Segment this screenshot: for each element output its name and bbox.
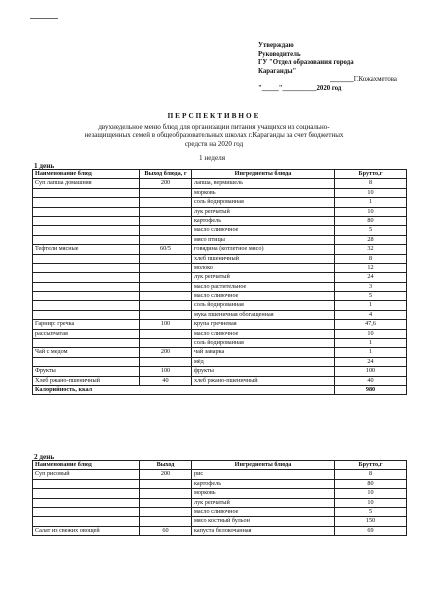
menu-table-day2 xyxy=(32,460,407,536)
menu-table-day1 xyxy=(32,169,407,395)
cell-gross: 24 xyxy=(335,357,407,366)
cell-ingredient: чай заварка xyxy=(192,348,335,357)
col-ingredients: Ингредиенты блюда xyxy=(192,461,335,470)
cell-dish xyxy=(33,273,140,282)
cell-ingredient: соль йодированная xyxy=(192,339,335,348)
total-row xyxy=(33,385,407,394)
table-body xyxy=(33,470,407,536)
cell-gross: 100 xyxy=(335,367,407,376)
approval-line: Утверждаю xyxy=(258,42,294,49)
table-row xyxy=(33,329,407,338)
cell-dish xyxy=(33,507,140,516)
cell-ingredient: лук репчатый xyxy=(192,498,335,507)
cell-gross: 8 xyxy=(335,470,407,479)
cell-output: 40 xyxy=(140,376,192,385)
cell-output xyxy=(140,207,192,216)
cell-ingredient: рис xyxy=(192,470,335,479)
cell-dish xyxy=(33,263,140,272)
cell-gross: 12 xyxy=(335,263,407,272)
cell-ingredient: масло сливочное xyxy=(192,329,335,338)
cell-ingredient: масло сливочное xyxy=(192,507,335,516)
cell-output: 100 xyxy=(140,320,192,329)
cell-gross: 32 xyxy=(335,245,407,254)
cell-dish xyxy=(33,282,140,291)
cell-ingredient: лук репчатый xyxy=(192,273,335,282)
cell-output xyxy=(140,292,192,301)
table-row xyxy=(33,470,407,479)
cell-gross: 150 xyxy=(335,517,407,526)
cell-ingredient: молоко xyxy=(192,263,335,272)
cell-dish xyxy=(33,207,140,216)
cell-output: 60/5 xyxy=(140,245,192,254)
table-row xyxy=(33,339,407,348)
cell-dish xyxy=(33,226,140,235)
cell-dish xyxy=(33,310,140,319)
approval-block xyxy=(258,42,418,94)
cell-dish: Фрукты xyxy=(33,367,140,376)
cell-ingredient: капуста белокочанная xyxy=(192,526,335,535)
day-label: 2 день xyxy=(34,453,55,461)
title-line: средств на 2020 год xyxy=(184,139,244,148)
table-row xyxy=(33,376,407,385)
cell-dish: Салат из свежих овощей xyxy=(33,526,140,535)
cell-gross: 28 xyxy=(335,235,407,244)
col-output: Выход xyxy=(140,461,192,470)
table-body xyxy=(33,179,407,395)
cell-gross: 40 xyxy=(335,376,407,385)
cell-dish: Суп рисовый xyxy=(33,470,140,479)
cell-dish xyxy=(33,479,140,488)
cell-output xyxy=(140,329,192,338)
cell-dish: Хлеб ржано-пшеничный xyxy=(33,376,140,385)
cell-output xyxy=(140,188,192,197)
cell-dish xyxy=(33,357,140,366)
cell-gross: 80 xyxy=(335,216,407,225)
cell-ingredient: масло сливочное xyxy=(192,226,335,235)
cell-ingredient: говядина (котлетное мясо) xyxy=(192,245,335,254)
cell-ingredient: фрукты xyxy=(192,367,335,376)
table-row xyxy=(33,357,407,366)
cell-ingredient: мёд xyxy=(192,357,335,366)
table-row xyxy=(33,179,407,188)
cell-gross: 4 xyxy=(335,310,407,319)
cell-ingredient: хлеб пшеничный xyxy=(192,254,335,263)
cell-dish: Гарнир: гречка xyxy=(33,320,140,329)
cell-gross: 1 xyxy=(335,198,407,207)
total-label: Калорийность, ккал xyxy=(33,385,335,394)
approval-line: ГУ "Отдел образования города xyxy=(258,59,354,67)
cell-output xyxy=(140,301,192,310)
cell-gross: 10 xyxy=(335,329,407,338)
cell-dish: Чай с медом xyxy=(33,348,140,357)
cell-ingredient: морковь xyxy=(192,489,335,498)
approval-line: _______Г.Кожахметова xyxy=(330,76,397,84)
cell-ingredient: соль йодированная xyxy=(192,198,335,207)
cell-gross: 10 xyxy=(335,188,407,197)
cell-ingredient: картофель xyxy=(192,216,335,225)
title-line: двухнедельное меню блюд для организации питания учащихся из социально- xyxy=(98,122,330,131)
cell-dish xyxy=(33,235,140,244)
cell-ingredient: картофель xyxy=(192,479,335,488)
table-row xyxy=(33,292,407,301)
cell-gross: 5 xyxy=(335,507,407,516)
table-row xyxy=(33,517,407,526)
cell-output: 200 xyxy=(140,470,192,479)
cell-gross: 24 xyxy=(335,273,407,282)
cell-output: 200 xyxy=(140,179,192,188)
approval-line: Караганды" xyxy=(258,67,297,75)
cell-dish: Суп лапша домашняя xyxy=(33,179,140,188)
cell-ingredient: мясо птицы xyxy=(192,235,335,244)
cell-dish xyxy=(33,489,140,498)
top-rule xyxy=(30,18,58,19)
cell-ingredient: морковь xyxy=(192,188,335,197)
cell-gross: 8 xyxy=(335,179,407,188)
approval-line: Руководитель xyxy=(258,50,301,58)
col-ingredients: Ингредиенты блюда xyxy=(192,170,335,179)
cell-ingredient: хлеб ржано-пшеничный xyxy=(192,376,335,385)
cell-ingredient: лук репчатый xyxy=(192,207,335,216)
cell-gross: 10 xyxy=(335,489,407,498)
week-label: 1 неделя xyxy=(198,154,226,162)
cell-ingredient: масло растительное xyxy=(192,282,335,291)
total-value: 980 xyxy=(335,385,407,394)
cell-ingredient: лапша, вермишель xyxy=(192,179,335,188)
table-row xyxy=(33,263,407,272)
cell-output xyxy=(140,254,192,263)
cell-output xyxy=(140,198,192,207)
cell-gross: 5 xyxy=(335,292,407,301)
cell-dish xyxy=(33,498,140,507)
table-row xyxy=(33,498,407,507)
cell-gross: 8 xyxy=(335,254,407,263)
cell-output: 60 xyxy=(140,526,192,535)
title-line: незащищенных семей в общеобразовательных школах г.Караганды за счет бюджетных xyxy=(84,131,344,140)
table-row xyxy=(33,367,407,376)
cell-output xyxy=(140,226,192,235)
cell-dish xyxy=(33,198,140,207)
cell-output: 200 xyxy=(140,348,192,357)
table-row xyxy=(33,507,407,516)
col-dish: Наименование блюд xyxy=(33,170,140,179)
cell-dish xyxy=(33,254,140,263)
cell-output xyxy=(140,498,192,507)
cell-output xyxy=(140,273,192,282)
table-row xyxy=(33,235,407,244)
title-heading: ПЕРСПЕКТИВНОЕ xyxy=(167,112,261,120)
cell-output xyxy=(140,507,192,516)
cell-output xyxy=(140,235,192,244)
cell-gross: 10 xyxy=(335,498,407,507)
cell-ingredient: соль йодированная xyxy=(192,301,335,310)
cell-dish xyxy=(33,216,140,225)
table-row xyxy=(33,207,407,216)
approval-name: Г.Кожахметова xyxy=(353,76,397,84)
cell-dish xyxy=(33,517,140,526)
cell-output xyxy=(140,517,192,526)
cell-gross: 5 xyxy=(335,226,407,235)
cell-output: 100 xyxy=(140,367,192,376)
document-title xyxy=(14,112,414,148)
cell-dish xyxy=(33,292,140,301)
col-dish: Наименование блюд xyxy=(33,461,140,470)
table-row xyxy=(33,348,407,357)
table-row xyxy=(33,273,407,282)
cell-gross: 1 xyxy=(335,301,407,310)
cell-ingredient: масло сливочное xyxy=(192,292,335,301)
cell-gross: 1 xyxy=(335,348,407,357)
cell-dish: рассыпчатая xyxy=(33,329,140,338)
cell-gross: 3 xyxy=(335,282,407,291)
col-gross: Брутто,г xyxy=(335,461,407,470)
table-row xyxy=(33,188,407,197)
cell-output xyxy=(140,216,192,225)
cell-output xyxy=(140,263,192,272)
table-row xyxy=(33,479,407,488)
table-row xyxy=(33,489,407,498)
cell-output xyxy=(140,339,192,348)
table-row xyxy=(33,301,407,310)
table-row xyxy=(33,198,407,207)
approval-date: "_____"__________2020 год xyxy=(258,84,342,92)
cell-dish xyxy=(33,339,140,348)
table-row xyxy=(33,282,407,291)
day-label: 1 день xyxy=(34,162,55,170)
cell-ingredient: крупа гречневая xyxy=(192,320,335,329)
table-row xyxy=(33,254,407,263)
table-row xyxy=(33,320,407,329)
col-gross: Брутто,г xyxy=(335,170,407,179)
table-row xyxy=(33,245,407,254)
table-row xyxy=(33,226,407,235)
cell-output xyxy=(140,282,192,291)
cell-gross: 47,6 xyxy=(335,320,407,329)
cell-output xyxy=(140,489,192,498)
cell-dish: Тефтели мясные xyxy=(33,245,140,254)
cell-gross: 1 xyxy=(335,339,407,348)
table-row xyxy=(33,526,407,535)
cell-gross: 69 xyxy=(335,526,407,535)
cell-ingredient: мясо костный бульон xyxy=(192,517,335,526)
cell-gross: 10 xyxy=(335,207,407,216)
cell-output xyxy=(140,310,192,319)
col-output: Выход блюда, г xyxy=(140,170,192,179)
table-row xyxy=(33,216,407,225)
cell-ingredient: мука пшеничная обогащенная xyxy=(192,310,335,319)
table-row xyxy=(33,310,407,319)
cell-dish xyxy=(33,188,140,197)
cell-dish xyxy=(33,301,140,310)
cell-gross: 80 xyxy=(335,479,407,488)
cell-output xyxy=(140,357,192,366)
cell-output xyxy=(140,479,192,488)
